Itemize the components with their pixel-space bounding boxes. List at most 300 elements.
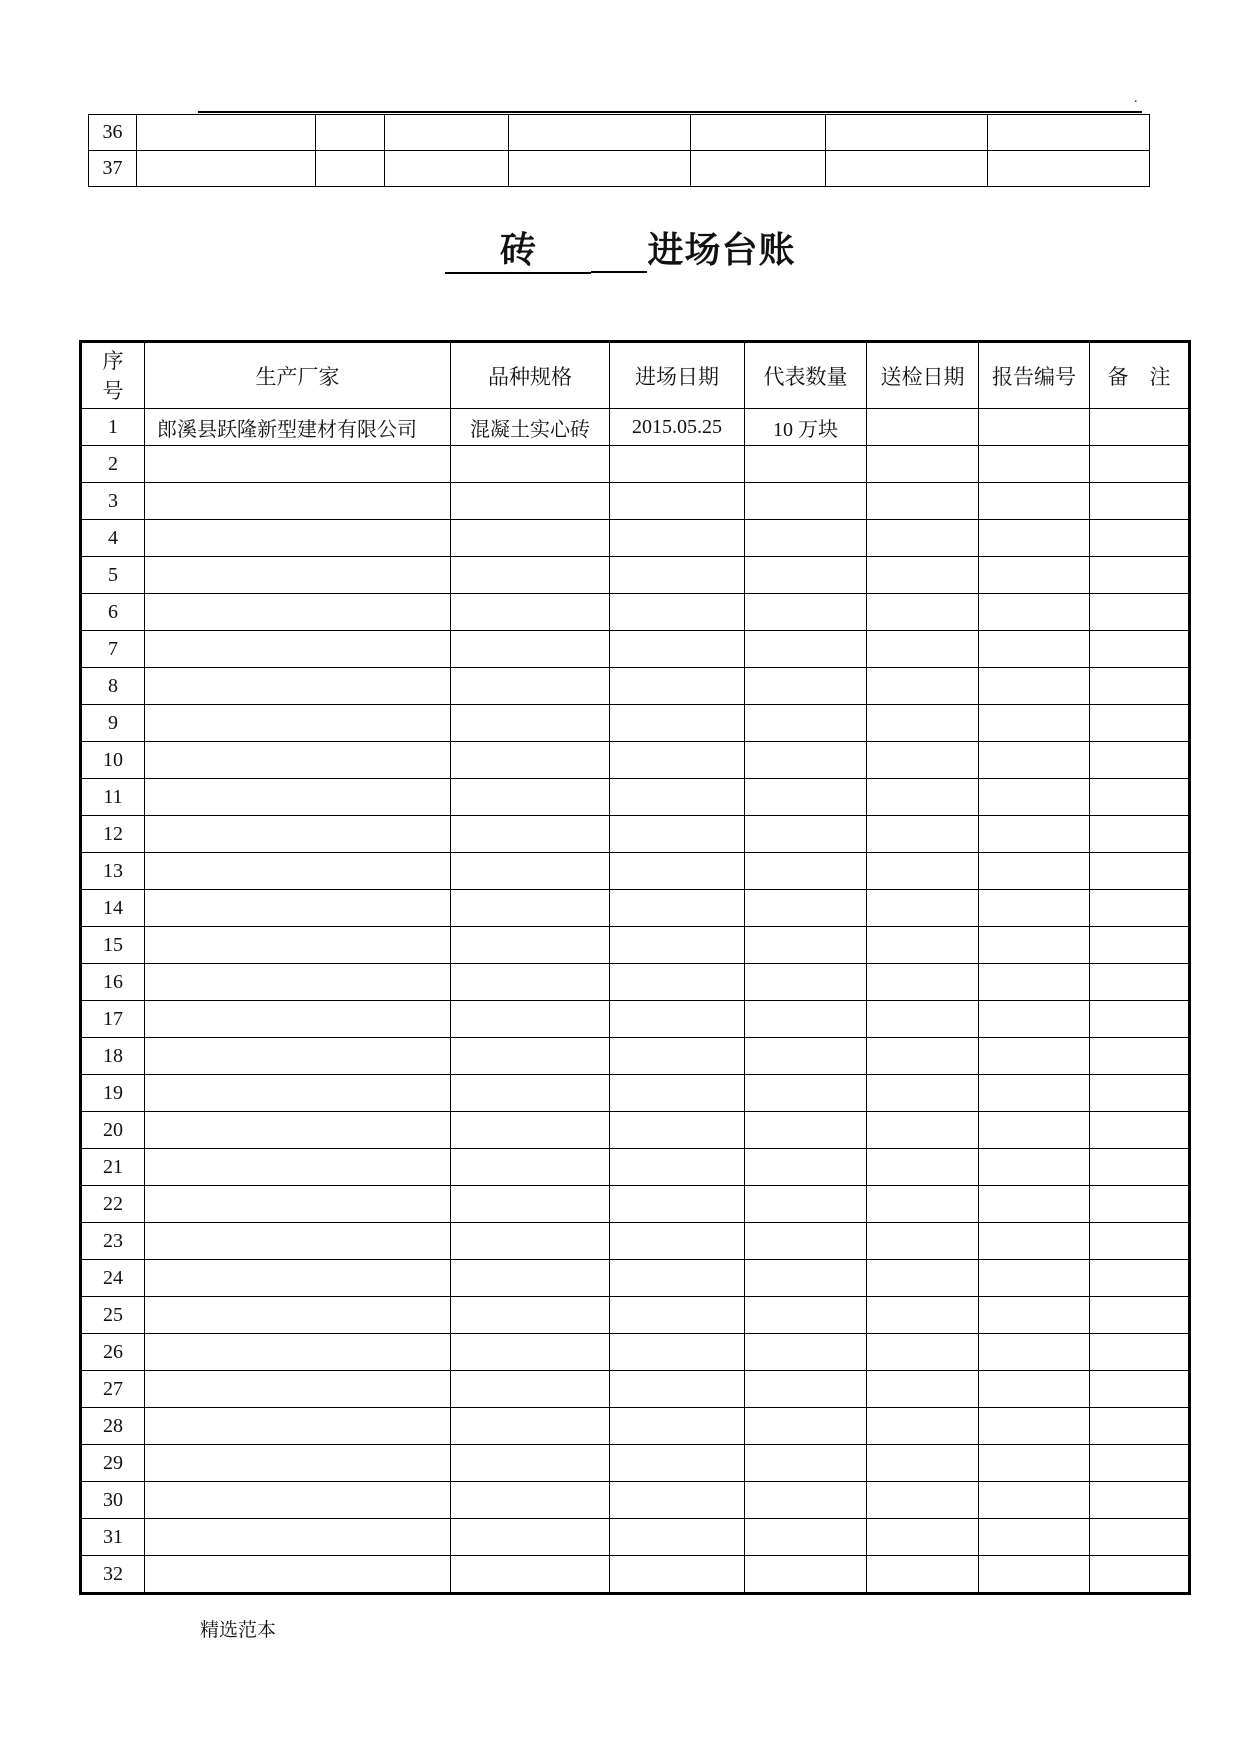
table-row bbox=[81, 520, 1190, 557]
report-no-cell bbox=[979, 1112, 1090, 1149]
spec-cell bbox=[451, 557, 610, 594]
remarks-cell bbox=[1090, 557, 1190, 594]
inspect-date-cell bbox=[867, 890, 979, 927]
report-no-cell bbox=[979, 964, 1090, 1001]
inspect-date-cell bbox=[867, 742, 979, 779]
table-row bbox=[81, 1075, 1190, 1112]
table-row bbox=[81, 890, 1190, 927]
table-cell bbox=[316, 151, 385, 187]
previous-page-table bbox=[88, 114, 1150, 187]
report-no-cell bbox=[979, 1075, 1090, 1112]
remarks-cell bbox=[1090, 483, 1190, 520]
spec-cell bbox=[451, 1371, 610, 1408]
quantity-cell bbox=[745, 1408, 867, 1445]
entry-date-cell bbox=[610, 853, 745, 890]
spec-cell bbox=[451, 742, 610, 779]
entry-date-cell bbox=[610, 1482, 745, 1519]
row-number: 9 bbox=[81, 705, 145, 742]
spec-cell bbox=[451, 1112, 610, 1149]
inspect-date-cell bbox=[867, 1482, 979, 1519]
row-number: 11 bbox=[81, 779, 145, 816]
report-no-cell bbox=[979, 668, 1090, 705]
table-row bbox=[81, 1297, 1190, 1334]
report-no-cell bbox=[979, 1223, 1090, 1260]
table-cell bbox=[988, 115, 1150, 151]
quantity-cell bbox=[745, 446, 867, 483]
row-number: 18 bbox=[81, 1038, 145, 1075]
entry-date-cell bbox=[610, 1445, 745, 1482]
row-number: 37 bbox=[89, 151, 137, 187]
row-number: 17 bbox=[81, 1001, 145, 1038]
table-cell bbox=[385, 115, 509, 151]
table-cell bbox=[137, 115, 316, 151]
footer-text: 精选范本 bbox=[200, 1620, 277, 1641]
remarks-cell bbox=[1090, 1482, 1190, 1519]
manufacturer-cell bbox=[145, 1297, 451, 1334]
inspect-date-cell bbox=[867, 446, 979, 483]
inspect-date-cell bbox=[867, 631, 979, 668]
quantity-cell bbox=[745, 1260, 867, 1297]
table-row bbox=[81, 1408, 1190, 1445]
inspect-date-cell bbox=[867, 1297, 979, 1334]
inspect-date-cell bbox=[867, 1186, 979, 1223]
entry-date-cell bbox=[610, 446, 745, 483]
table-cell bbox=[826, 115, 988, 151]
remarks-cell bbox=[1090, 705, 1190, 742]
report-no-cell bbox=[979, 816, 1090, 853]
table-row bbox=[81, 705, 1190, 742]
table-row bbox=[81, 927, 1190, 964]
report-no-cell bbox=[979, 1297, 1090, 1334]
entry-date-cell bbox=[610, 483, 745, 520]
entry-date-cell bbox=[610, 779, 745, 816]
manufacturer-cell bbox=[145, 668, 451, 705]
inspect-date-cell bbox=[867, 1371, 979, 1408]
report-no-cell bbox=[979, 1149, 1090, 1186]
quantity-cell bbox=[745, 927, 867, 964]
row-number: 13 bbox=[81, 853, 145, 890]
header-rule bbox=[198, 111, 1142, 113]
table-row bbox=[81, 853, 1190, 890]
row-number: 4 bbox=[81, 520, 145, 557]
report-no-cell bbox=[979, 779, 1090, 816]
spec-cell bbox=[451, 1038, 610, 1075]
report-no-cell bbox=[979, 1556, 1090, 1594]
remarks-cell bbox=[1090, 1556, 1190, 1594]
quantity-cell bbox=[745, 816, 867, 853]
spec-cell: 混凝土实心砖 bbox=[451, 409, 610, 446]
manufacturer-cell bbox=[145, 1408, 451, 1445]
report-no-cell bbox=[979, 409, 1090, 446]
report-no-cell bbox=[979, 742, 1090, 779]
row-number: 29 bbox=[81, 1445, 145, 1482]
spec-cell bbox=[451, 446, 610, 483]
remarks-cell bbox=[1090, 409, 1190, 446]
manufacturer-cell bbox=[145, 742, 451, 779]
inspect-date-cell bbox=[867, 668, 979, 705]
quantity-cell: 10 万块 bbox=[745, 409, 867, 446]
report-no-cell bbox=[979, 594, 1090, 631]
table-cell bbox=[509, 115, 691, 151]
entry-date-cell bbox=[610, 520, 745, 557]
remarks-cell bbox=[1090, 520, 1190, 557]
quantity-cell bbox=[745, 557, 867, 594]
table-row bbox=[81, 594, 1190, 631]
table-row bbox=[81, 1223, 1190, 1260]
manufacturer-cell: 郎溪县跃隆新型建材有限公司 bbox=[145, 409, 451, 446]
inspect-date-cell bbox=[867, 779, 979, 816]
quantity-cell bbox=[745, 853, 867, 890]
entry-date-cell bbox=[610, 631, 745, 668]
table-row bbox=[81, 779, 1190, 816]
remarks-cell bbox=[1090, 853, 1190, 890]
table-row bbox=[81, 483, 1190, 520]
quantity-cell bbox=[745, 483, 867, 520]
manufacturer-cell bbox=[145, 779, 451, 816]
report-no-cell bbox=[979, 446, 1090, 483]
spec-cell bbox=[451, 1445, 610, 1482]
table-cell bbox=[826, 151, 988, 187]
manufacturer-cell bbox=[145, 964, 451, 1001]
row-number: 7 bbox=[81, 631, 145, 668]
entry-date-cell bbox=[610, 964, 745, 1001]
inspect-date-cell bbox=[867, 853, 979, 890]
quantity-cell bbox=[745, 1482, 867, 1519]
inspect-date-cell bbox=[867, 557, 979, 594]
remarks-cell bbox=[1090, 927, 1190, 964]
spec-cell bbox=[451, 853, 610, 890]
row-number: 12 bbox=[81, 816, 145, 853]
quantity-cell bbox=[745, 1297, 867, 1334]
quantity-cell bbox=[745, 1556, 867, 1594]
inspect-date-cell bbox=[867, 1038, 979, 1075]
entry-date-cell bbox=[610, 1334, 745, 1371]
manufacturer-cell bbox=[145, 1223, 451, 1260]
report-no-cell bbox=[979, 631, 1090, 668]
manufacturer-cell bbox=[145, 1334, 451, 1371]
header-remarks: 备 注 bbox=[1090, 342, 1190, 409]
table-cell bbox=[316, 115, 385, 151]
manufacturer-cell bbox=[145, 890, 451, 927]
spec-cell bbox=[451, 1519, 610, 1556]
header-report-no: 报告编号 bbox=[979, 342, 1090, 409]
spec-cell bbox=[451, 1075, 610, 1112]
spec-cell bbox=[451, 1149, 610, 1186]
remarks-cell bbox=[1090, 594, 1190, 631]
row-number: 10 bbox=[81, 742, 145, 779]
inspect-date-cell bbox=[867, 1260, 979, 1297]
manufacturer-cell bbox=[145, 483, 451, 520]
entry-date-cell bbox=[610, 816, 745, 853]
manufacturer-cell bbox=[145, 1186, 451, 1223]
inspect-date-cell bbox=[867, 1001, 979, 1038]
spec-cell bbox=[451, 1260, 610, 1297]
report-no-cell bbox=[979, 483, 1090, 520]
entry-date-cell bbox=[610, 1519, 745, 1556]
report-no-cell bbox=[979, 557, 1090, 594]
table-row bbox=[81, 1556, 1190, 1594]
spec-cell bbox=[451, 816, 610, 853]
quantity-cell bbox=[745, 668, 867, 705]
quantity-cell bbox=[745, 594, 867, 631]
inspect-date-cell bbox=[867, 964, 979, 1001]
spec-cell bbox=[451, 520, 610, 557]
report-no-cell bbox=[979, 705, 1090, 742]
inspect-date-cell bbox=[867, 1408, 979, 1445]
report-no-cell bbox=[979, 1334, 1090, 1371]
manufacturer-cell bbox=[145, 816, 451, 853]
quantity-cell bbox=[745, 705, 867, 742]
manufacturer-cell bbox=[145, 1556, 451, 1594]
entry-date-cell bbox=[610, 1371, 745, 1408]
quantity-cell bbox=[745, 1149, 867, 1186]
spec-cell bbox=[451, 1186, 610, 1223]
manufacturer-cell bbox=[145, 705, 451, 742]
quantity-cell bbox=[745, 1445, 867, 1482]
remarks-cell bbox=[1090, 1001, 1190, 1038]
table-cell bbox=[691, 151, 826, 187]
quantity-cell bbox=[745, 1223, 867, 1260]
remarks-cell bbox=[1090, 742, 1190, 779]
inspect-date-cell bbox=[867, 1149, 979, 1186]
remarks-cell bbox=[1090, 816, 1190, 853]
inspect-date-cell bbox=[867, 1519, 979, 1556]
table-row bbox=[81, 1371, 1190, 1408]
table-row bbox=[81, 1112, 1190, 1149]
row-number: 14 bbox=[81, 890, 145, 927]
manufacturer-cell bbox=[145, 1038, 451, 1075]
entry-date-cell bbox=[610, 1038, 745, 1075]
manufacturer-cell bbox=[145, 853, 451, 890]
report-no-cell bbox=[979, 853, 1090, 890]
table-row bbox=[89, 115, 1150, 151]
remarks-cell bbox=[1090, 1445, 1190, 1482]
table-row bbox=[81, 668, 1190, 705]
table-row bbox=[81, 1519, 1190, 1556]
manufacturer-cell bbox=[145, 557, 451, 594]
report-no-cell bbox=[979, 1482, 1090, 1519]
table-cell bbox=[509, 151, 691, 187]
manufacturer-cell bbox=[145, 1482, 451, 1519]
remarks-cell bbox=[1090, 964, 1190, 1001]
table-cell bbox=[137, 151, 316, 187]
spec-cell bbox=[451, 1334, 610, 1371]
spec-cell bbox=[451, 964, 610, 1001]
spec-cell bbox=[451, 1297, 610, 1334]
manufacturer-cell bbox=[145, 1519, 451, 1556]
spec-cell bbox=[451, 594, 610, 631]
report-no-cell bbox=[979, 890, 1090, 927]
remarks-cell bbox=[1090, 631, 1190, 668]
header-quantity: 代表数量 bbox=[745, 342, 867, 409]
report-no-cell bbox=[979, 1445, 1090, 1482]
entry-date-cell bbox=[610, 1260, 745, 1297]
manufacturer-cell bbox=[145, 1112, 451, 1149]
remarks-cell bbox=[1090, 1223, 1190, 1260]
entry-date-cell bbox=[610, 1223, 745, 1260]
spec-cell bbox=[451, 483, 610, 520]
row-number: 5 bbox=[81, 557, 145, 594]
manufacturer-cell bbox=[145, 631, 451, 668]
manufacturer-cell bbox=[145, 927, 451, 964]
report-no-cell bbox=[979, 1260, 1090, 1297]
row-number: 26 bbox=[81, 1334, 145, 1371]
row-number: 16 bbox=[81, 964, 145, 1001]
table-row bbox=[81, 1334, 1190, 1371]
title-suffix: 进场台账 bbox=[647, 229, 796, 271]
table-row bbox=[81, 409, 1190, 446]
row-number: 2 bbox=[81, 446, 145, 483]
remarks-cell bbox=[1090, 1519, 1190, 1556]
report-no-cell bbox=[979, 1371, 1090, 1408]
entry-date-cell bbox=[610, 557, 745, 594]
spec-cell bbox=[451, 1482, 610, 1519]
report-no-cell bbox=[979, 1408, 1090, 1445]
table-row bbox=[81, 1482, 1190, 1519]
inspect-date-cell bbox=[867, 1556, 979, 1594]
entry-date-cell bbox=[610, 1075, 745, 1112]
row-number: 1 bbox=[81, 409, 145, 446]
quantity-cell bbox=[745, 631, 867, 668]
table-cell bbox=[988, 151, 1150, 187]
spec-cell bbox=[451, 705, 610, 742]
inspect-date-cell bbox=[867, 1334, 979, 1371]
inspect-date-cell bbox=[867, 1075, 979, 1112]
entry-date-cell bbox=[610, 927, 745, 964]
title-material: 砖 bbox=[445, 228, 591, 274]
remarks-cell bbox=[1090, 1038, 1190, 1075]
quantity-cell bbox=[745, 1038, 867, 1075]
quantity-cell bbox=[745, 1371, 867, 1408]
report-no-cell bbox=[979, 1038, 1090, 1075]
report-no-cell bbox=[979, 1001, 1090, 1038]
table-row bbox=[81, 1260, 1190, 1297]
remarks-cell bbox=[1090, 1149, 1190, 1186]
remarks-cell bbox=[1090, 1260, 1190, 1297]
entry-date-cell bbox=[610, 890, 745, 927]
table-row bbox=[81, 557, 1190, 594]
quantity-cell bbox=[745, 742, 867, 779]
manufacturer-cell bbox=[145, 446, 451, 483]
quantity-cell bbox=[745, 1186, 867, 1223]
title-underline bbox=[591, 229, 647, 273]
manufacturer-cell bbox=[145, 1260, 451, 1297]
quantity-cell bbox=[745, 1519, 867, 1556]
header-manufacturer: 生产厂家 bbox=[145, 342, 451, 409]
table-row bbox=[89, 151, 1150, 187]
row-number: 25 bbox=[81, 1297, 145, 1334]
entry-date-cell bbox=[610, 1556, 745, 1594]
table-row bbox=[81, 1445, 1190, 1482]
table-row bbox=[81, 1038, 1190, 1075]
remarks-cell bbox=[1090, 1408, 1190, 1445]
report-no-cell bbox=[979, 1519, 1090, 1556]
ledger-table bbox=[79, 340, 1191, 1595]
remarks-cell bbox=[1090, 446, 1190, 483]
quantity-cell bbox=[745, 1334, 867, 1371]
row-number: 23 bbox=[81, 1223, 145, 1260]
entry-date-cell bbox=[610, 1001, 745, 1038]
ledger-header-row bbox=[81, 342, 1190, 409]
row-number: 28 bbox=[81, 1408, 145, 1445]
remarks-cell bbox=[1090, 1334, 1190, 1371]
header-seq: 序 号 bbox=[81, 342, 145, 409]
table-row bbox=[81, 631, 1190, 668]
inspect-date-cell bbox=[867, 1445, 979, 1482]
entry-date-cell bbox=[610, 1149, 745, 1186]
report-no-cell bbox=[979, 1186, 1090, 1223]
table-row bbox=[81, 1001, 1190, 1038]
spec-cell bbox=[451, 1001, 610, 1038]
remarks-cell bbox=[1090, 1112, 1190, 1149]
header-spec: 品种规格 bbox=[451, 342, 610, 409]
table-row bbox=[81, 1186, 1190, 1223]
manufacturer-cell bbox=[145, 1001, 451, 1038]
table-row bbox=[81, 742, 1190, 779]
manufacturer-cell bbox=[145, 1075, 451, 1112]
row-number: 31 bbox=[81, 1519, 145, 1556]
remarks-cell bbox=[1090, 779, 1190, 816]
row-number: 27 bbox=[81, 1371, 145, 1408]
quantity-cell bbox=[745, 779, 867, 816]
row-number: 36 bbox=[89, 115, 137, 151]
quantity-cell bbox=[745, 890, 867, 927]
inspect-date-cell bbox=[867, 705, 979, 742]
quantity-cell bbox=[745, 1075, 867, 1112]
row-number: 32 bbox=[81, 1556, 145, 1594]
entry-date-cell bbox=[610, 594, 745, 631]
remarks-cell bbox=[1090, 668, 1190, 705]
inspect-date-cell bbox=[867, 816, 979, 853]
row-number: 22 bbox=[81, 1186, 145, 1223]
row-number: 21 bbox=[81, 1149, 145, 1186]
table-row bbox=[81, 446, 1190, 483]
manufacturer-cell bbox=[145, 1149, 451, 1186]
header-entry-date: 进场日期 bbox=[610, 342, 745, 409]
manufacturer-cell bbox=[145, 520, 451, 557]
row-number: 19 bbox=[81, 1075, 145, 1112]
table-row bbox=[81, 816, 1190, 853]
remarks-cell bbox=[1090, 1075, 1190, 1112]
row-number: 6 bbox=[81, 594, 145, 631]
row-number: 20 bbox=[81, 1112, 145, 1149]
spec-cell bbox=[451, 1223, 610, 1260]
entry-date-cell bbox=[610, 742, 745, 779]
row-number: 15 bbox=[81, 927, 145, 964]
table-row bbox=[81, 964, 1190, 1001]
row-number: 3 bbox=[81, 483, 145, 520]
spec-cell bbox=[451, 631, 610, 668]
page-title bbox=[0, 222, 1241, 274]
row-number: 24 bbox=[81, 1260, 145, 1297]
inspect-date-cell bbox=[867, 1223, 979, 1260]
report-no-cell bbox=[979, 927, 1090, 964]
inspect-date-cell bbox=[867, 594, 979, 631]
inspect-date-cell bbox=[867, 1112, 979, 1149]
manufacturer-cell bbox=[145, 1371, 451, 1408]
inspect-date-cell bbox=[867, 520, 979, 557]
row-number: 30 bbox=[81, 1482, 145, 1519]
inspect-date-cell bbox=[867, 483, 979, 520]
inspect-date-cell bbox=[867, 927, 979, 964]
quantity-cell bbox=[745, 520, 867, 557]
table-row bbox=[81, 1149, 1190, 1186]
entry-date-cell bbox=[610, 1408, 745, 1445]
remarks-cell bbox=[1090, 1371, 1190, 1408]
header-inspect-date: 送检日期 bbox=[867, 342, 979, 409]
entry-date-cell: 2015.05.25 bbox=[610, 409, 745, 446]
entry-date-cell bbox=[610, 1186, 745, 1223]
